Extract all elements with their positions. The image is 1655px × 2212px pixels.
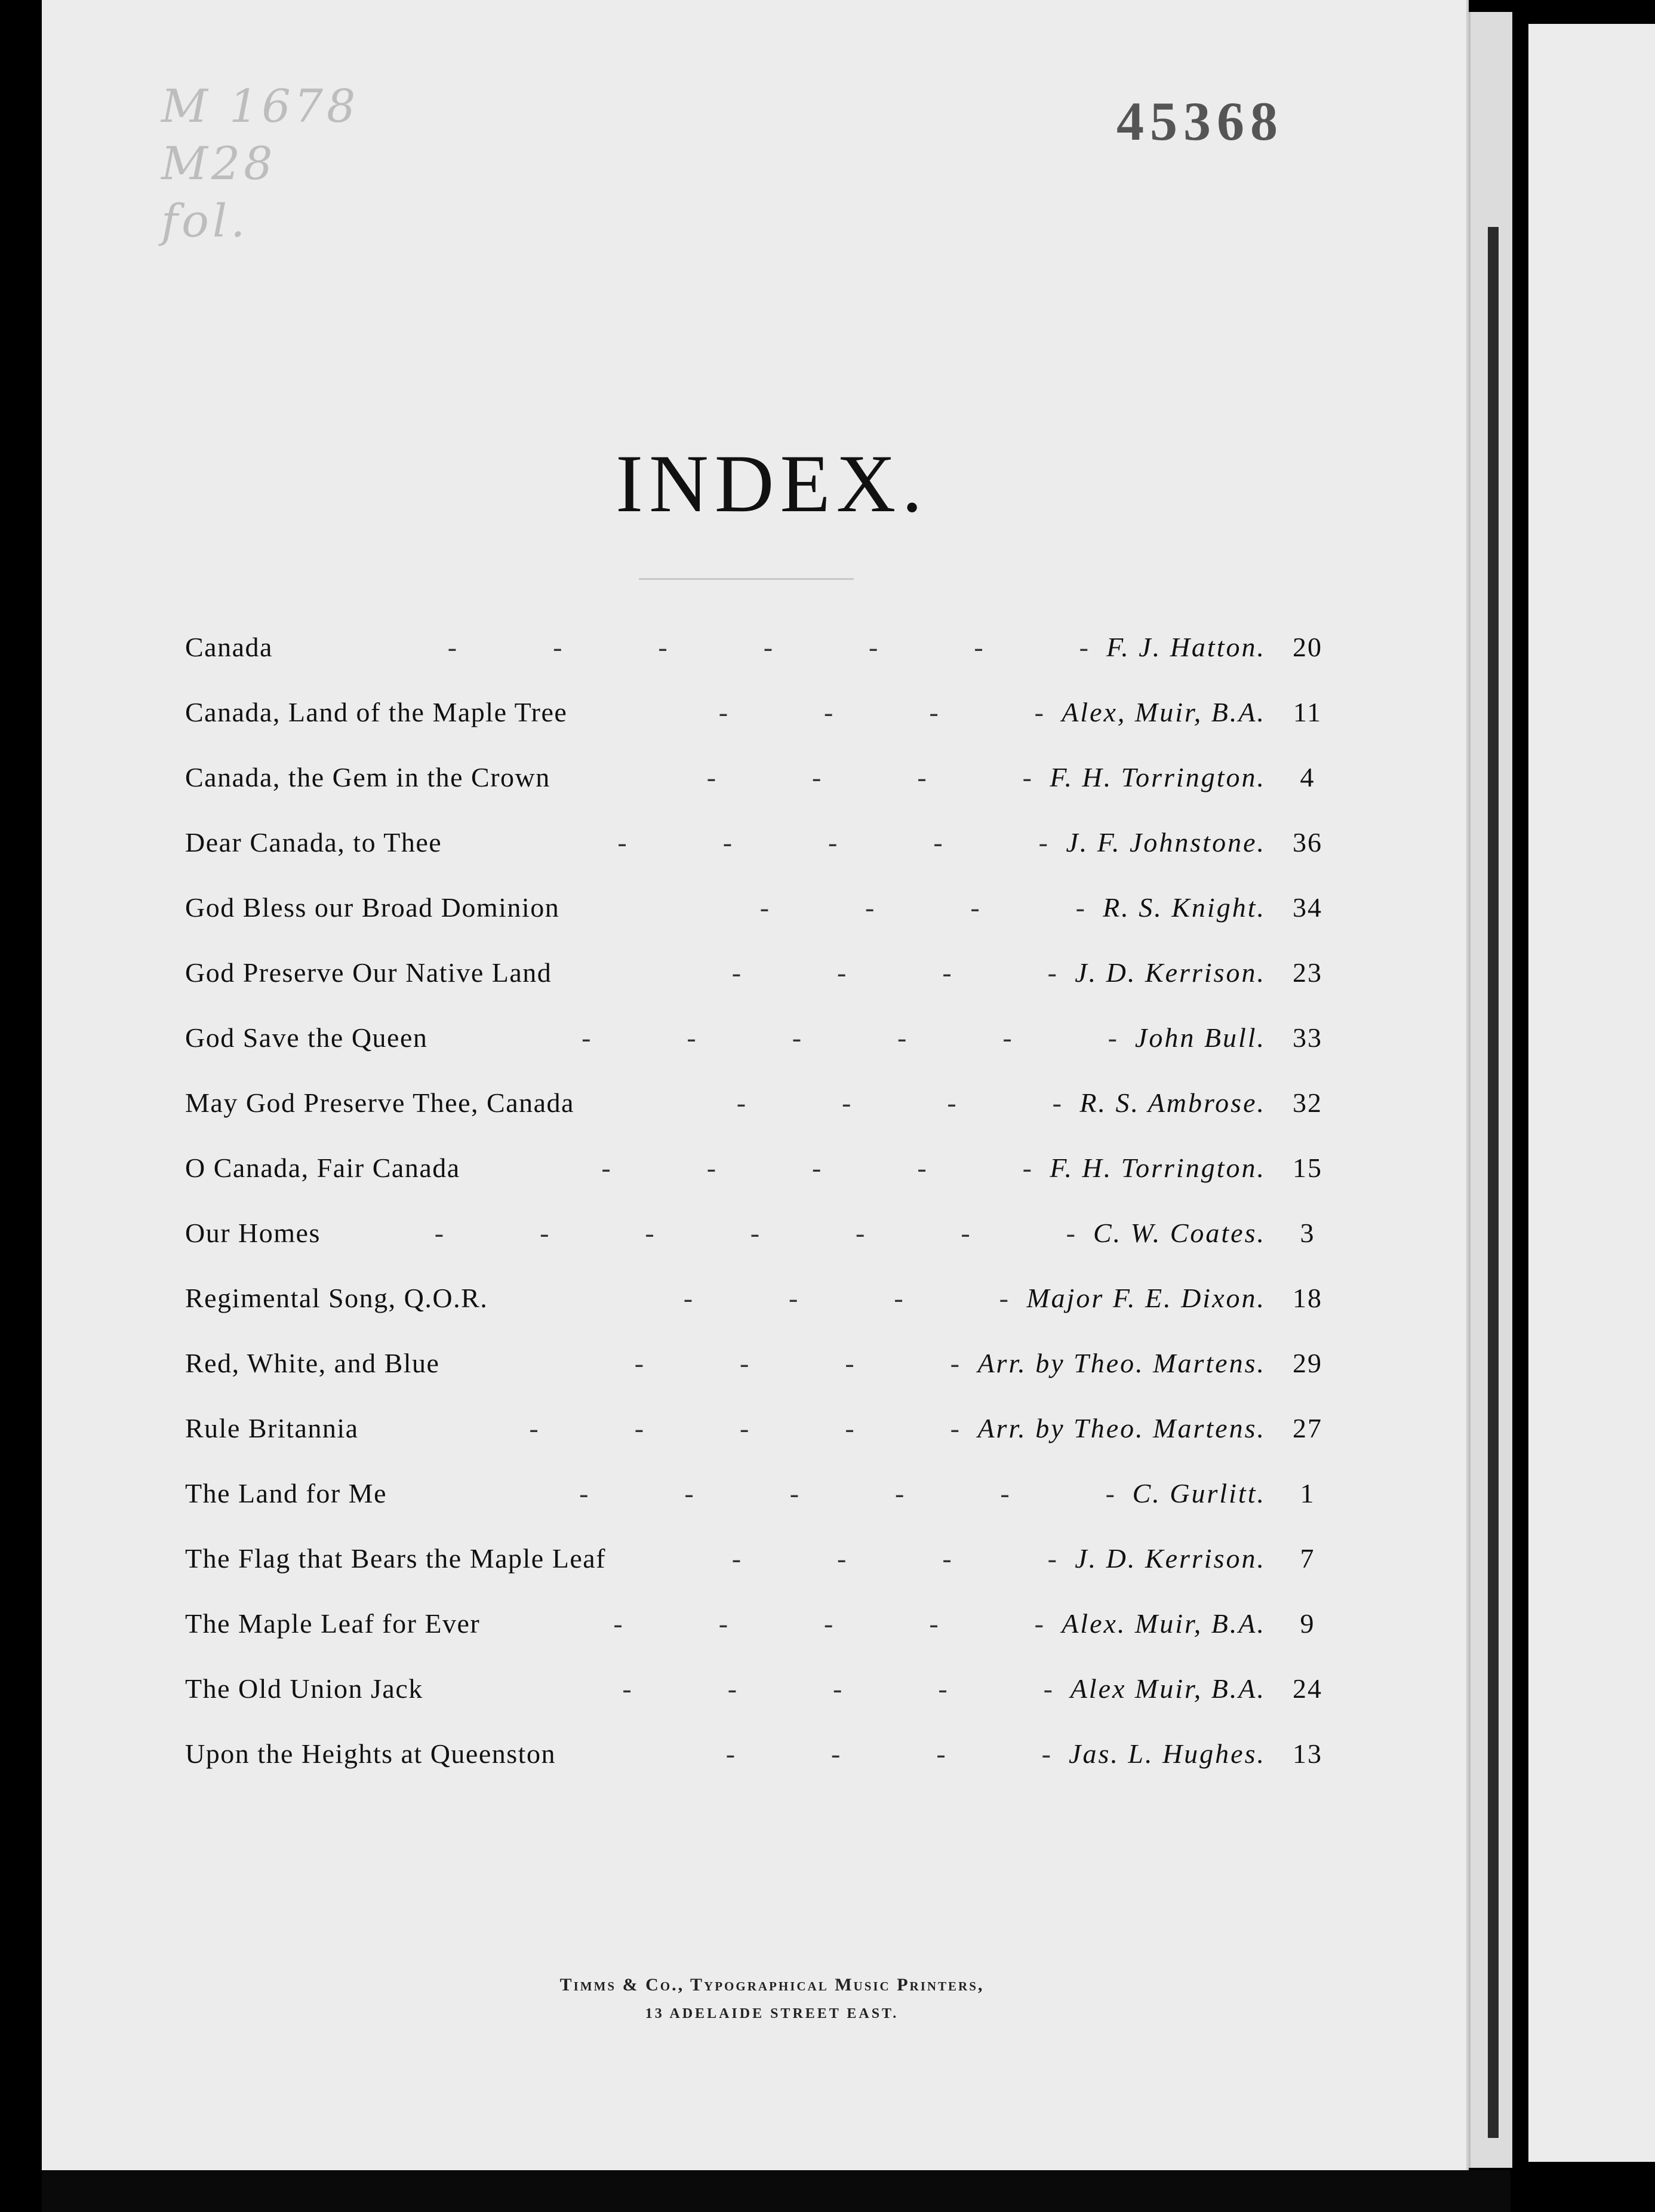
entry-author: John Bull. bbox=[1134, 1022, 1266, 1053]
index-entry bbox=[185, 626, 1331, 691]
entry-title: Dear Canada, to Thee bbox=[185, 827, 442, 858]
entry-author: C. Gurlitt. bbox=[1132, 1478, 1266, 1509]
entry-author: J. F. Johnstone. bbox=[1066, 827, 1266, 858]
entry-page-number: 33 bbox=[1293, 1022, 1322, 1053]
imprint-line: Timms & Co., Typographical Music Printers, bbox=[559, 1975, 985, 1995]
entry-author: F. H. Torrington. bbox=[1050, 1153, 1266, 1183]
dash-leader: - - - - - - - bbox=[434, 1218, 1075, 1248]
index-entry bbox=[185, 951, 1331, 1016]
entry-title: Canada, Land of the Maple Tree bbox=[185, 697, 568, 727]
entry-page-number: 13 bbox=[1293, 1738, 1322, 1769]
index-entry bbox=[185, 886, 1331, 951]
index-entry bbox=[185, 821, 1331, 886]
accession-number: 45368 bbox=[1116, 91, 1284, 152]
imprint-line: 13 ADELAIDE STREET EAST. bbox=[645, 2006, 899, 2021]
entry-page-number: 32 bbox=[1293, 1087, 1322, 1118]
index-entry bbox=[185, 1016, 1331, 1082]
entry-page-number: 9 bbox=[1300, 1608, 1315, 1639]
entry-author: Major F. E. Dixon. bbox=[1026, 1283, 1266, 1313]
entry-author: Alex. Muir, B.A. bbox=[1062, 1608, 1266, 1639]
dash-leader: - - - - - - - bbox=[447, 632, 1088, 662]
page-title: INDEX. bbox=[616, 438, 928, 529]
dash-leader: - - - - - bbox=[617, 827, 1048, 858]
dash-leader: - - - - bbox=[706, 762, 1032, 792]
entry-page-number: 4 bbox=[1300, 762, 1315, 792]
entry-page-number: 27 bbox=[1293, 1413, 1322, 1443]
entry-author: J. D. Kerrison. bbox=[1075, 957, 1266, 988]
entry-page-number: 24 bbox=[1293, 1673, 1322, 1704]
entry-title: Upon the Heights at Queenston bbox=[185, 1738, 556, 1769]
index-entry bbox=[185, 756, 1331, 821]
entry-title: Canada, the Gem in the Crown bbox=[185, 762, 550, 792]
index-entry bbox=[185, 1342, 1331, 1407]
handwritten-call-number bbox=[161, 78, 359, 250]
entry-page-number: 29 bbox=[1293, 1348, 1322, 1378]
entry-title: O Canada, Fair Canada bbox=[185, 1153, 460, 1183]
index-entry bbox=[185, 1537, 1331, 1602]
entry-author: F. H. Torrington. bbox=[1050, 762, 1266, 792]
entry-page-number: 36 bbox=[1293, 827, 1322, 858]
entry-title: God Preserve Our Native Land bbox=[185, 957, 552, 988]
entry-title: Rule Britannia bbox=[185, 1413, 359, 1443]
dash-leader: - - - - - bbox=[622, 1673, 1053, 1704]
dash-leader: - - - - - bbox=[601, 1153, 1032, 1183]
entry-author: Arr. by Theo. Martens. bbox=[977, 1348, 1266, 1378]
dash-leader: - - - - bbox=[731, 1543, 1057, 1574]
dash-leader: - - - - - - bbox=[582, 1022, 1117, 1053]
entry-author: R. S. Ambrose. bbox=[1079, 1087, 1266, 1118]
entry-author: R. S. Knight. bbox=[1103, 892, 1266, 923]
entry-page-number: 20 bbox=[1293, 632, 1322, 662]
entry-title: Canada bbox=[185, 632, 273, 662]
entry-title: The Land for Me bbox=[185, 1478, 387, 1509]
entry-page-number: 3 bbox=[1300, 1218, 1315, 1248]
entry-author: J. D. Kerrison. bbox=[1075, 1543, 1266, 1574]
entry-title: Regimental Song, Q.O.R. bbox=[185, 1283, 488, 1313]
entry-page-number: 1 bbox=[1300, 1478, 1315, 1509]
title-divider bbox=[639, 578, 854, 580]
entry-title: Red, White, and Blue bbox=[185, 1348, 440, 1378]
entry-title: The Old Union Jack bbox=[185, 1673, 423, 1704]
handwritten-line: M28 bbox=[161, 137, 276, 190]
printer-imprint bbox=[0, 1971, 1544, 2028]
entry-author: C. W. Coates. bbox=[1093, 1218, 1266, 1248]
entry-page-number: 15 bbox=[1293, 1153, 1322, 1183]
index-entry bbox=[185, 1602, 1331, 1667]
entry-title: The Flag that Bears the Maple Leaf bbox=[185, 1543, 606, 1574]
index-entry bbox=[185, 691, 1331, 756]
entry-author: F. J. Hatton. bbox=[1106, 632, 1266, 662]
index-entry bbox=[185, 1277, 1331, 1342]
entry-title: May God Preserve Thee, Canada bbox=[185, 1087, 574, 1118]
dash-leader: - - - - bbox=[718, 697, 1044, 727]
entry-page-number: 11 bbox=[1293, 697, 1322, 727]
index-entry bbox=[185, 1407, 1331, 1472]
handwritten-line: M 1678 bbox=[161, 79, 359, 133]
dash-leader: - - - - - bbox=[613, 1608, 1044, 1639]
index-entry bbox=[185, 1472, 1331, 1537]
entry-title: Our Homes bbox=[185, 1218, 321, 1248]
dash-leader: - - - - bbox=[759, 892, 1085, 923]
dash-leader: - - - - bbox=[634, 1348, 959, 1378]
entry-page-number: 7 bbox=[1300, 1543, 1315, 1574]
dash-leader: - - - - bbox=[731, 957, 1057, 988]
entry-author: Arr. by Theo. Martens. bbox=[977, 1413, 1266, 1443]
index-entry bbox=[185, 1667, 1331, 1732]
entry-title: God Save the Queen bbox=[185, 1022, 428, 1053]
entry-author: Jas. L. Hughes. bbox=[1069, 1738, 1266, 1769]
entry-page-number: 34 bbox=[1293, 892, 1322, 923]
index-entry bbox=[185, 1212, 1331, 1277]
handwritten-line: fol. bbox=[161, 194, 249, 247]
entry-title: God Bless our Broad Dominion bbox=[185, 892, 560, 923]
index-list bbox=[185, 626, 1331, 1798]
index-entry bbox=[185, 1732, 1331, 1798]
scan-shadow bbox=[42, 2170, 1511, 2212]
entry-page-number: 23 bbox=[1293, 957, 1322, 988]
adjacent-page bbox=[1528, 24, 1655, 2162]
entry-author: Alex, Muir, B.A. bbox=[1062, 697, 1266, 727]
entry-page-number: 18 bbox=[1293, 1283, 1322, 1313]
entry-author: Alex Muir, B.A. bbox=[1070, 1673, 1266, 1704]
entry-title: The Maple Leaf for Ever bbox=[185, 1608, 481, 1639]
dash-leader: - - - - - bbox=[529, 1413, 959, 1443]
dash-leader: - - - - bbox=[725, 1738, 1051, 1769]
dash-leader: - - - - bbox=[683, 1283, 1008, 1313]
index-entry bbox=[185, 1147, 1331, 1212]
index-entry bbox=[185, 1082, 1331, 1147]
dash-leader: - - - - bbox=[736, 1087, 1062, 1118]
dash-leader: - - - - - - bbox=[579, 1478, 1115, 1509]
